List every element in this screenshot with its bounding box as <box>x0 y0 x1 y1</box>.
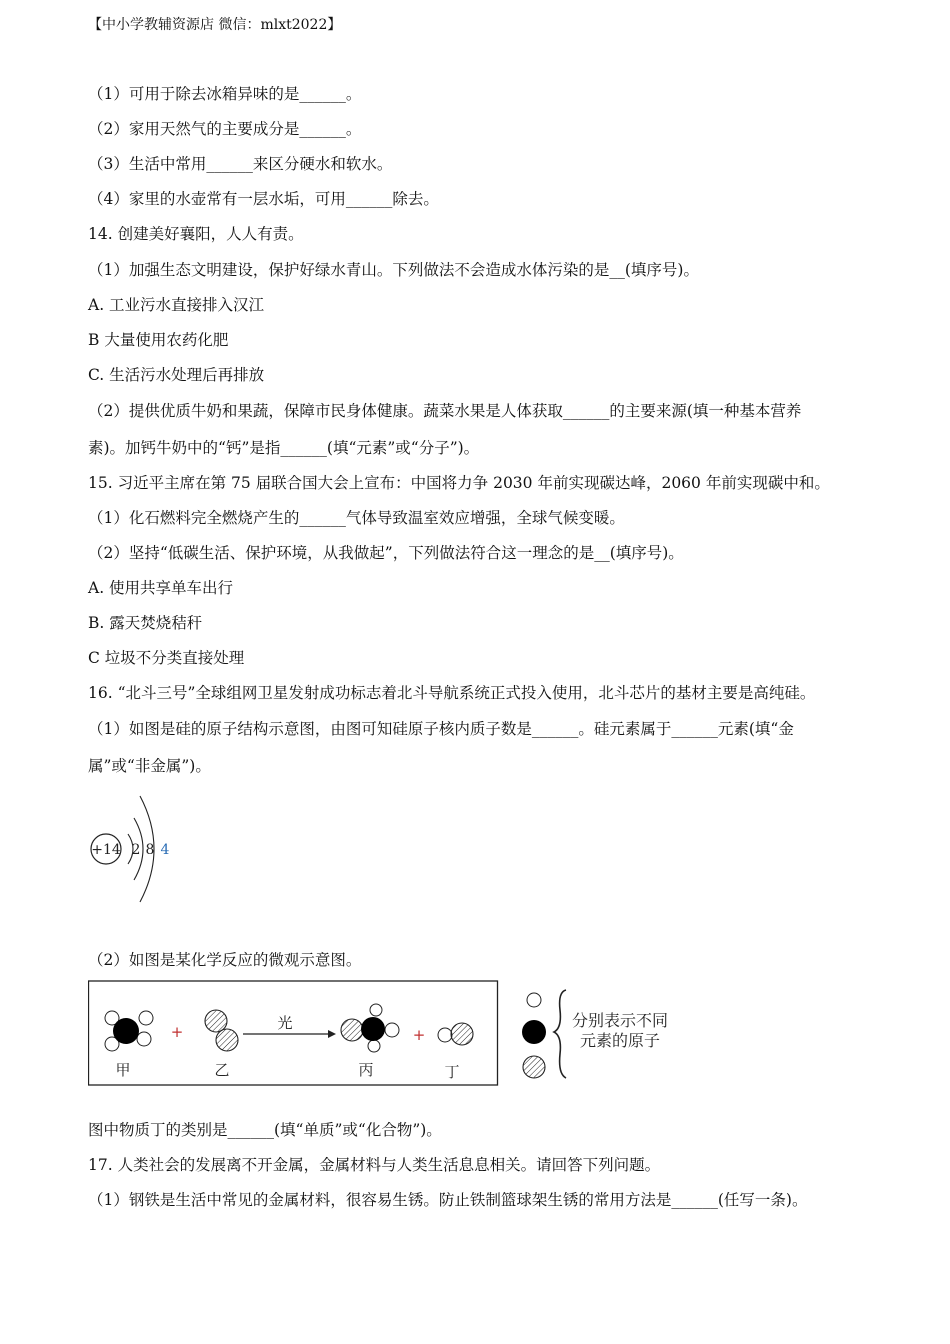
molecule-yi <box>205 1010 238 1051</box>
q14-option-a: A. 工业污水直接排入汉江 <box>88 296 265 314</box>
silicon-atom-diagram <box>84 788 184 908</box>
q15-2: （2）坚持“低碳生活、保护环境，从我做起”，下列做法符合这一理念的是__(填序号)。 <box>88 544 684 562</box>
q16-1-cont: 属”或“非金属”)。 <box>88 757 211 775</box>
q13-1: （1）可用于除去冰箱异味的是______。 <box>88 85 362 103</box>
page-header: 【中小学教辅资源店 微信：mlxt2022】 <box>88 17 342 33</box>
reaction-diagram <box>88 980 688 1088</box>
molecule-jia <box>105 1011 153 1051</box>
q15-option-a: A. 使用共享单车出行 <box>88 579 234 597</box>
q16-2: （2）如图是某化学反应的微观示意图。 <box>88 951 362 969</box>
legend-white-atom <box>527 993 541 1007</box>
q13-3: （3）生活中常用______来区分硬水和软水。 <box>88 155 393 173</box>
legend-brace <box>554 990 566 1078</box>
molecule-bing <box>341 1004 399 1052</box>
q16-1: （1）如图是硅的原子结构示意图，由图可知硅原子核内质子数是______。硅元素属于______元素(填“金 <box>88 720 794 738</box>
legend-text-2: 元素的原子 <box>580 1031 661 1050</box>
q15-title: 15. 习近平主席在第 75 届联合国大会上宣布：中国将力争 2030 年前实现碳达峰，2060 年前实现碳中和。 <box>88 474 830 492</box>
plus-2: + <box>412 1026 426 1044</box>
reaction-frame <box>89 981 498 1085</box>
legend-hatched-atom <box>523 1056 545 1078</box>
q15-1: （1）化石燃料完全燃烧产生的______气体导致温室效应增强，全球气候变暖。 <box>88 509 625 527</box>
reaction-condition: 光 <box>277 1014 293 1032</box>
q14-2: （2）提供优质牛奶和果蔬，保障市民身体健康。蔬菜水果是人体获取______的主要来源(填一种基本营养 <box>88 402 802 420</box>
legend-black-atom <box>522 1020 546 1044</box>
reaction-arrowhead <box>328 1030 336 1038</box>
q16-title: 16. “北斗三号”全球组网卫星发射成功标志着北斗导航系统正式投入使用，北斗芯片的基材主要是高纯硅。 <box>88 684 816 702</box>
q14-2-cont: 素)。加钙牛奶中的“钙”是指______(填“元素”或“分子”)。 <box>88 439 480 457</box>
q16-3: 图中物质丁的类别是______(填“单质”或“化合物”)。 <box>88 1121 442 1139</box>
label-ding: 丁 <box>444 1063 460 1081</box>
label-yi: 乙 <box>214 1061 230 1079</box>
q17-1: （1）钢铁是生活中常见的金属材料，很容易生锈。防止铁制篮球架生锈的常用方法是______(任写一条)。 <box>88 1191 808 1209</box>
plus-1: + <box>170 1023 184 1041</box>
q14-option-b: B 大量使用农药化肥 <box>88 331 229 349</box>
q15-option-b: B. 露天焚烧秸秆 <box>88 614 203 632</box>
molecule-ding <box>438 1023 473 1045</box>
shell-electrons-1: 2 <box>131 842 141 858</box>
q14-1: （1）加强生态文明建设，保护好绿水青山。下列做法不会造成水体污染的是__(填序号)。 <box>88 261 699 279</box>
q15-option-c: C 垃圾不分类直接处理 <box>88 649 245 667</box>
q13-2: （2）家用天然气的主要成分是______。 <box>88 120 362 138</box>
label-jia: 甲 <box>115 1061 131 1079</box>
shell-electrons-3: 4 <box>160 842 170 858</box>
q17-title: 17. 人类社会的发展离不开金属，金属材料与人类生活息息相关。请回答下列问题。 <box>88 1156 661 1174</box>
label-bing: 丙 <box>358 1061 374 1079</box>
q13-4: （4）家里的水壶常有一层水垢，可用______除去。 <box>88 190 439 208</box>
legend-text-1: 分别表示不同 <box>572 1011 669 1030</box>
shell-electrons-2: 8 <box>145 842 155 858</box>
q14-title: 14. 创建美好襄阳，人人有责。 <box>88 225 304 243</box>
nucleus-label: +14 <box>91 842 121 858</box>
q14-option-c: C. 生活污水处理后再排放 <box>88 366 265 384</box>
